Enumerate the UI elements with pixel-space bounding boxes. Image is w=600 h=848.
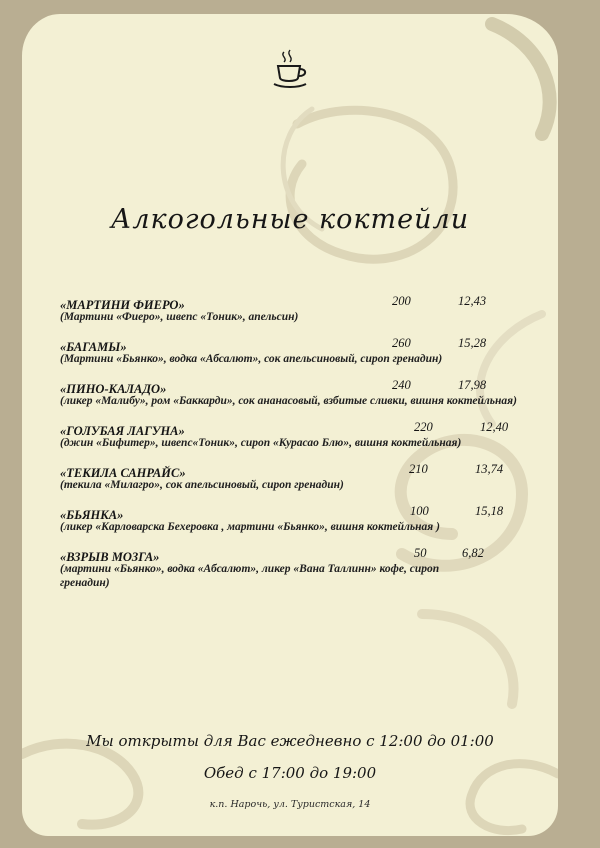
page-title: Алкогольные коктейли <box>110 204 470 235</box>
item-description: (мартини «Бьянко», водка «Абсалют», ликер «Вана Таллинн» кофе, сироп гренадин) <box>60 563 440 589</box>
item-price: 12,40 <box>480 420 509 434</box>
item-name: «БАГАМЫ» <box>60 340 127 354</box>
item-name: «ГОЛУБАЯ ЛАГУНА» <box>60 424 185 438</box>
item-volume: 50 <box>414 546 427 560</box>
opening-hours: Мы открыты для Вас ежедневно с 12:00 до 01:00 <box>86 732 494 750</box>
menu-item <box>60 294 540 324</box>
address: к.п. Нарочь, ул. Туристская, 14 <box>209 799 371 810</box>
item-description: (текила «Милагро», сок апельсиновый, сироп гренадин) <box>60 479 344 491</box>
menu-item <box>60 462 540 492</box>
item-volume: 220 <box>414 420 433 434</box>
item-name: «ВЗРЫВ МОЗГА» <box>60 550 160 564</box>
menu-item <box>60 336 540 366</box>
item-volume: 260 <box>392 336 411 350</box>
item-name: «МАРТИНИ ФИЕРО» <box>60 298 185 312</box>
item-price: 6,82 <box>462 546 484 560</box>
item-price: 15,28 <box>458 336 487 350</box>
item-name: «ПИНО-КАЛАДО» <box>60 382 167 396</box>
item-price: 17,98 <box>458 378 487 392</box>
item-volume: 240 <box>392 378 411 392</box>
menu-page <box>22 14 558 836</box>
item-description: (Мартини «Фиеро», швепс «Тоник», апельсин) <box>60 311 299 323</box>
item-volume: 200 <box>392 294 411 308</box>
item-description: (ликер «Карловарска Бехеровка , мартини «Бьянко», вишня коктейльная ) <box>60 521 440 533</box>
lunch-hours: Обед с 17:00 до 19:00 <box>203 764 377 782</box>
item-volume: 100 <box>410 504 429 518</box>
item-description: (Мартини «Бьянко», водка «Абсалют», сок апельсиновый, сироп гренадин) <box>60 353 443 365</box>
item-name: «БЬЯНКА» <box>60 508 124 522</box>
menu-item <box>60 504 540 534</box>
coffee-cup-icon <box>270 48 314 92</box>
item-price: 12,43 <box>458 294 487 308</box>
item-description: (джин «Бифитер», швепс«Тоник», сироп «Курасао Блю», вишня коктейльная) <box>60 437 462 449</box>
menu-item <box>60 546 540 590</box>
cocktail-list <box>60 294 540 602</box>
item-price: 15,18 <box>475 504 504 518</box>
item-description: (ликер «Малибу», ром «Баккарди», сок ананасовый, взбитые сливки, вишня коктейльная) <box>60 395 517 407</box>
menu-item <box>60 420 540 450</box>
item-name: «ТЕКИЛА САНРАЙС» <box>60 466 186 480</box>
menu-item <box>60 378 540 408</box>
item-price: 13,74 <box>475 462 504 476</box>
item-volume: 210 <box>409 462 428 476</box>
